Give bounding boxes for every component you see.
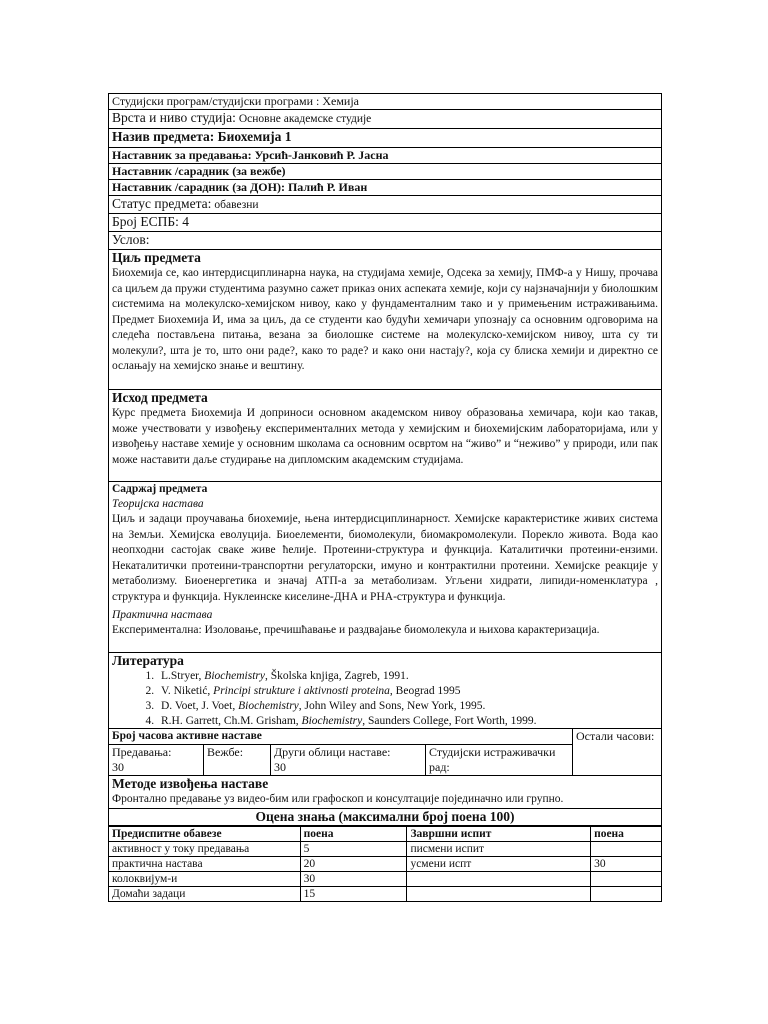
ects-text: Број ЕСПБ: 4 <box>112 214 190 229</box>
theory-label: Теоријска настава <box>112 498 204 510</box>
table-row <box>109 872 662 887</box>
final-exam-header: Завршни испит <box>407 827 591 842</box>
table-cell: 30 <box>300 872 407 887</box>
table-cell <box>591 842 662 857</box>
table-cell: колоквијум-и <box>109 872 301 887</box>
other-hours-cell <box>573 729 661 775</box>
literature-item: 3. D. Voet, J. Voet, Biochemistry, John Wiley and Sons, New York, 1995. <box>157 699 658 714</box>
lectures-value: 30 <box>112 760 124 774</box>
lectures-cell <box>109 745 204 775</box>
literature-list <box>112 669 658 729</box>
literature-item: 4. R.H. Garrett, Ch.M. Grisham, Biochemistry, Saunders College, Fort Worth, 1999. <box>157 714 658 729</box>
pre-exam-header: Предиспитне обавезе <box>109 827 301 842</box>
ects-row <box>108 214 662 232</box>
outcome-text: Курс предмета Биохемија И доприноси основном академском нивоу образовања хемичара, који као такав, може учествовати у извођењу експерименталних метода у хемијским и биохемијским лабораторијама, или у извођењу наставе хемије у основним школама са основним освртом на “живо” и “неживо” у природи, или пак може наставити даље студирање на дипломским академским студијама. <box>112 407 658 466</box>
table-cell <box>591 887 662 902</box>
table-cell <box>407 872 591 887</box>
literature-item: 1. L.Stryer, Biochemistry, Školska knjiga, Zagreb, 1991. <box>157 669 658 684</box>
table-cell: Домаћи задаци <box>109 887 301 902</box>
hours-block <box>108 729 662 776</box>
goal-title: Циљ предмета <box>112 250 201 265</box>
literature-title: Литература <box>112 653 184 668</box>
outcome-title: Исход предмета <box>112 390 208 405</box>
level-label: Врста и ниво студија: <box>112 110 236 125</box>
table-cell: писмени испит <box>407 842 591 857</box>
table-cell: активност у току предавања <box>109 842 301 857</box>
other-forms-cell <box>271 745 426 775</box>
goal-section <box>108 250 662 390</box>
program-text: Студијски програм/студијски програми : Хемија <box>112 94 359 108</box>
goal-text: Биохемија се, као интердисциплинарна наука, на студијама хемије, Одсека за хемију, ПМФ-а у Нишу, прочава са циљем да пружи студентима разумно сажет приказ оних аспеката хемије, који су најзначајнији у биолошким системима на молекулско-хемијском нивоу, како у фундаменталним тако и у примењеним истраживањима. Предмет Биохемија И, има за циљ, да се студенти као будући хемичари упознају са основним одговорима на следећа постављена питања, везана за биолошке системе на молекулско-хемијском нивоу, шта су ти молекули?, шта је то, што они раде?, како то раде? и како они настају?, која су блиска хемији и директно се ослањају на хемијско знање и вештину. <box>112 267 658 372</box>
table-cell: 30 <box>591 857 662 872</box>
assistant-text: Наставник /сарадник (за вежбе) <box>112 164 286 178</box>
research-cell <box>426 745 572 775</box>
table-row <box>109 887 662 902</box>
methods-title: Методе извођења наставе <box>112 776 269 791</box>
status-value: обавезни <box>214 199 259 211</box>
literature-section <box>108 653 662 729</box>
theory-text: Циљ и задаци проучавања биохемије, њена интердисциплинарност. Хемијске карактеристике живих система на Земљи. Хемијска еволуција. Биоелементи, биомолекули, биомакромолекули. Порекло живота. Вода као неопходни састојак сваке живе ћелије. Протеини-структура и функција. Каталитички протеини-ензими. Некаталитички протеини-транспортни регулаторски, имуно и контрактилни протеини. Хемијске реакције у метаболизму. Биоенергетика и значај АТП-а за метаболизам. Угљени хидрати, липиди-номенклатура , структура и функција. Нуклеинске киселине-ДНА и РНА-структура и функција. <box>112 513 658 603</box>
lectures-label: Предавања: <box>112 745 172 759</box>
grading-header-row <box>109 827 662 842</box>
course-sheet <box>108 93 662 902</box>
condition-text: Услов: <box>112 232 150 247</box>
table-cell: 15 <box>300 887 407 902</box>
table-cell <box>407 887 591 902</box>
table-cell: 20 <box>300 857 407 872</box>
assistant-row <box>108 164 662 180</box>
grading-table <box>108 826 662 902</box>
content-title: Садржај предмета <box>112 483 208 495</box>
grading-title-row <box>108 809 662 826</box>
methods-text: Фронтално предавање уз видео-бим или графоскоп и консултације појединачно или групно. <box>112 793 564 805</box>
status-label: Статус предмета: <box>112 196 212 211</box>
assistant-don-row <box>108 180 662 196</box>
course-title: Назив предмета: Биохемија 1 <box>112 129 292 144</box>
condition-row <box>108 232 662 250</box>
table-row <box>109 857 662 872</box>
lecturer-row <box>108 148 662 164</box>
practice-label: Практична настава <box>112 609 213 621</box>
other-hours-label: Остали часови: <box>576 729 655 743</box>
points-header: поена <box>591 827 662 842</box>
outcome-section <box>108 390 662 482</box>
program-row <box>108 93 662 110</box>
table-cell: усмени испт <box>407 857 591 872</box>
course-title-row <box>108 129 662 148</box>
grading-title: Оцена знања (максимални број поена 100) <box>255 809 515 824</box>
other-forms-label: Други облици наставе: <box>274 745 391 759</box>
exercises-label: Вежбе: <box>207 745 244 759</box>
research-label: Студијски истраживачки рад: <box>429 745 556 774</box>
table-cell: 5 <box>300 842 407 857</box>
methods-section <box>108 776 662 809</box>
practice-text: Експериментална: Изоловање, пречишћавање и раздвајање биомолекула и њихова карактеризација. <box>112 624 600 636</box>
content-section <box>108 482 662 653</box>
status-row <box>108 196 662 214</box>
exercises-cell <box>204 745 271 775</box>
active-hours-label: Број часова активне наставе <box>109 729 572 745</box>
level-row <box>108 110 662 129</box>
literature-item: 2. V. Niketić, Principi strukture i aktivnosti proteina, Beograd 1995 <box>157 684 658 699</box>
other-forms-value: 30 <box>274 760 286 774</box>
level-value: Основне академске студије <box>238 113 372 125</box>
lecturer-text: Наставник за предавања: Урсић-Јанковић Р. Јасна <box>112 148 389 162</box>
table-row <box>109 842 662 857</box>
points-header: поена <box>300 827 407 842</box>
table-cell: практична настава <box>109 857 301 872</box>
table-cell <box>591 872 662 887</box>
assistant-don-text: Наставник /сарадник (за ДОН): Палић Р. Иван <box>112 180 368 194</box>
